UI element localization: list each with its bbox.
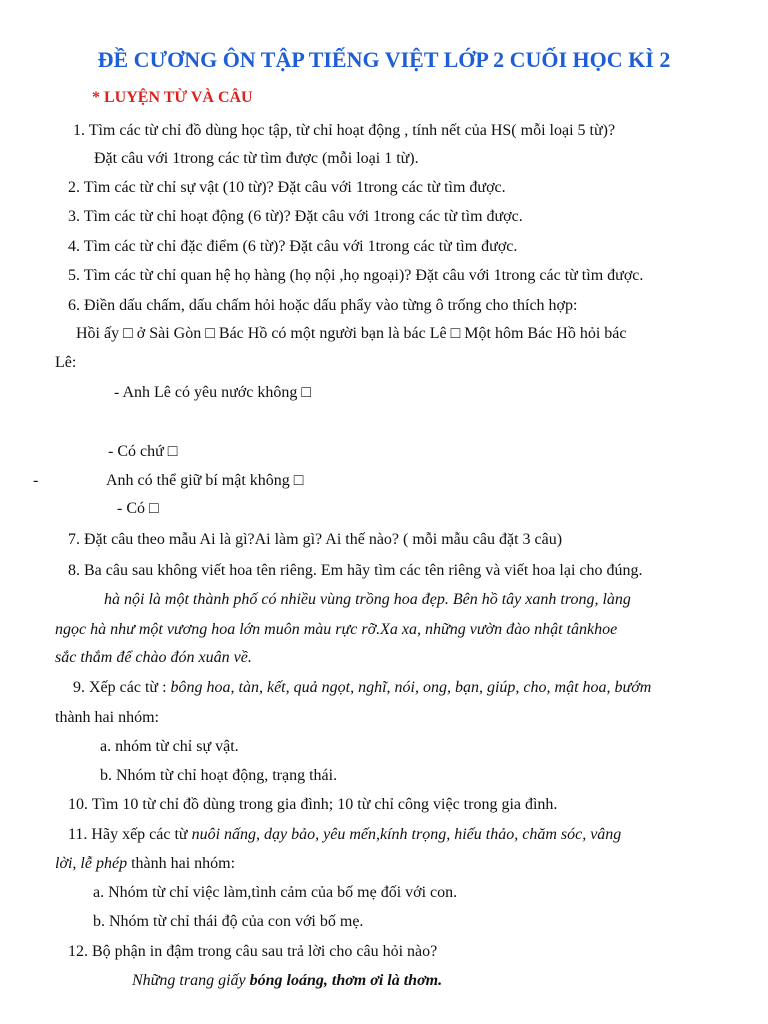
dialogue-line-1: - Anh Lê có yêu nước không □ bbox=[114, 384, 311, 401]
question-6-prompt: 6. Điền dấu chấm, dấu chấm hỏi hoặc dấu phẩy vào từng ô trống cho thích hợp: bbox=[68, 297, 578, 314]
question-11-lead: 11. Hãy xếp các từ bbox=[68, 826, 192, 843]
question-2: 2. Tìm các từ chỉ sự vật (10 từ)? Đặt câu với 1trong các từ tìm được. bbox=[68, 179, 506, 196]
question-1-line-1: 1. Tìm các từ chỉ đồ dùng học tập, từ chỉ hoạt động , tính nết của HS( mỗi loại 5 từ)? bbox=[73, 122, 616, 139]
question-8-prompt: 8. Ba câu sau không viết hoa tên riêng. Em hãy tìm các tên riêng và viết hoa lại cho đúng. bbox=[68, 562, 643, 579]
question-12-sentence bbox=[132, 971, 442, 991]
question-11-line-1 bbox=[68, 825, 621, 845]
question-9-word-list: bông hoa, tàn, kết, quả ngọt, nghĩ, nói, ong, bạn, giúp, cho, mật hoa, bướm bbox=[170, 679, 652, 696]
question-9-option-b: b. Nhóm từ chỉ hoạt động, trạng thái. bbox=[100, 767, 338, 784]
question-9-line-2: thành hai nhóm: bbox=[55, 709, 159, 726]
question-9-option-a: a. nhóm từ chỉ sự vật. bbox=[100, 738, 239, 755]
question-12-bold-part: bóng loáng, thơm ơi là thơm. bbox=[249, 972, 443, 989]
question-11-line-2 bbox=[55, 854, 235, 874]
dialogue-line-3: Anh có thể giữ bí mật không □ bbox=[106, 472, 304, 489]
question-11-tail: thành hai nhóm: bbox=[127, 855, 236, 872]
question-12-prompt: 12. Bộ phận in đậm trong câu sau trả lời cho câu hỏi nào? bbox=[68, 943, 438, 960]
document-title: ĐỀ CƯƠNG ÔN TẬP TIẾNG VIỆT LỚP 2 CUỐI HỌC KÌ 2 bbox=[97, 47, 671, 72]
question-8-text-line-3: sắc thắm để chào đón xuân về. bbox=[55, 649, 252, 666]
question-7: 7. Đặt câu theo mẫu Ai là gì?Ai làm gì? Ai thế nào? ( mỗi mẫu câu đặt 3 câu) bbox=[68, 531, 563, 548]
question-8-text-line-1: hà nội là một thành phố có nhiều vùng trồng hoa đẹp. Bên hồ tây xanh trong, làng bbox=[104, 591, 631, 608]
dialogue-line-2: - Có chứ □ bbox=[108, 443, 178, 460]
question-3: 3. Tìm các từ chỉ hoạt động (6 từ)? Đặt câu với 1trong các từ tìm được. bbox=[68, 208, 523, 225]
question-11-option-a: a. Nhóm từ chỉ việc làm,tình cảm của bố mẹ đối với con. bbox=[93, 884, 458, 901]
question-10: 10. Tìm 10 từ chỉ đồ dùng trong gia đình; 10 từ chỉ công việc trong gia đình. bbox=[68, 796, 558, 813]
question-5: 5. Tìm các từ chỉ quan hệ họ hàng (họ nội ,họ ngoại)? Đặt câu với 1trong các từ tìm được. bbox=[68, 267, 644, 284]
section-heading: * LUYỆN TỪ VÀ CÂU bbox=[92, 89, 253, 106]
question-6-passage-line-1: Hồi ấy □ ở Sài Gòn □ Bác Hồ có một người bạn là bác Lê □ Một hôm Bác Hồ hỏi bác bbox=[76, 325, 627, 342]
question-11-words-part-2: lời, lễ phép bbox=[55, 855, 128, 872]
question-1-line-2: Đặt câu với 1trong các từ tìm được (mỗi loại 1 từ). bbox=[94, 150, 419, 167]
question-11-words-part-1: nuôi nấng, dạy bảo, yêu mến,kính trọng, hiếu thảo, chăm sóc, vâng bbox=[191, 826, 622, 843]
question-9-lead: 9. Xếp các từ : bbox=[73, 679, 171, 696]
dialogue-line-4: - Có □ bbox=[117, 500, 159, 517]
question-9-line-1 bbox=[73, 678, 651, 698]
question-11-option-b: b. Nhóm từ chỉ thái độ của con với bố mẹ. bbox=[93, 913, 364, 930]
question-8-text-line-2: ngọc hà như một vương hoa lớn muôn màu rực rỡ.Xa xa, những vườn đào nhật tânkhoe bbox=[55, 621, 618, 638]
question-4: 4. Tìm các từ chỉ đặc điểm (6 từ)? Đặt câu với 1trong các từ tìm được. bbox=[68, 238, 518, 255]
dialogue-line-3-dash: - bbox=[33, 472, 39, 489]
question-6-passage-line-2: Lê: bbox=[55, 354, 77, 371]
question-12-sentence-start: Những trang giấy bbox=[132, 972, 250, 989]
